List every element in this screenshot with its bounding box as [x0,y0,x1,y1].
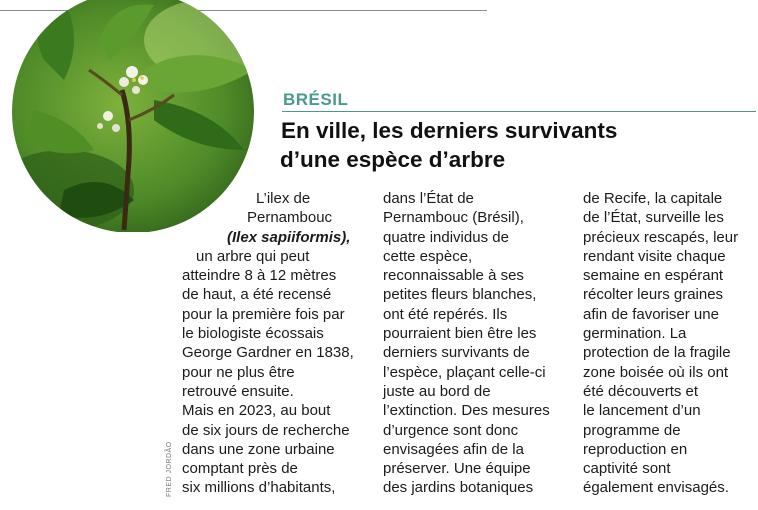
section-kicker: BRÉSIL [283,90,349,109]
body-line: Mais en 2023, au bout [182,402,331,420]
body-line: protection de la fragile [583,344,731,362]
body-line: de Recife, la capitale [583,190,723,207]
body-line: captivité sont [583,460,671,478]
body-line: petites fleurs blanches, [383,286,537,304]
body-line: de haut, a été recensé [182,286,332,304]
body-line: Pernambouc (Brésil), [383,209,524,227]
body-line: été découverts et [583,382,699,400]
body-line: George Gardner en 1838, [182,344,354,362]
body-line: l’extinction. Des mesures [383,402,550,420]
body-line: semaine en espérant [583,267,724,285]
body-line: des jardins botaniques [383,479,534,497]
body-line: précieux rescapés, leur [583,228,739,246]
photo-credit: FRED JORDÃO [166,441,173,497]
headline-line-2: d’une espèce d’arbre [280,147,506,172]
body-line: ont été repérés. Ils [383,305,508,323]
body-line: zone boisée où ils ont [583,363,729,381]
body-line: de six jours de recherche [182,421,350,439]
body-line: rendant visite chaque [583,247,726,265]
body-line: de l’État, surveille les [583,209,724,227]
body-line: le lancement d’un [583,402,701,420]
body-line: programme de [583,421,681,439]
body-line: six millions d’habitants, [182,479,336,497]
body-line: pourraient bien être les [383,325,537,343]
body-line: afin de favoriser une [583,305,719,323]
body-column-3 [583,189,758,498]
body-line: pour ne plus être [182,363,295,381]
body-line: Pernambouc [247,209,333,227]
body-line: quatre individus de [383,228,509,246]
body-line: cette espèce, [383,247,473,265]
species-name: (Ilex sapiiformis), [227,228,351,246]
body-line: le biologiste écossais [182,325,324,343]
body-line: récolter leurs graines [583,286,724,304]
body-line: reconnaissable à ses [383,267,524,285]
article-headline [281,116,751,174]
body-line: l’espèce, plaçant celle-ci [383,363,546,381]
body-line: envisagées afin de la [383,440,524,458]
headline-line-1: En ville, les derniers survivants [281,118,618,143]
body-line: préserver. Une équipe [383,460,531,478]
body-line: également envisagés. [583,479,729,497]
body-line: comptant près de [182,460,298,478]
body-line: L’ilex de [256,190,311,207]
body-line: derniers survivants de [383,344,530,362]
body-line: dans une zone urbaine [182,440,335,458]
kicker-rule [282,111,756,112]
body-line: atteindre 8 à 12 mètres [182,267,337,285]
body-line: un arbre qui peut [196,247,310,265]
body-column-1 [182,189,368,498]
body-column-2 [383,189,568,498]
body-line: dans l’État de [383,190,474,207]
body-line: reproduction en [583,440,688,458]
body-line: pour la première fois par [182,305,345,323]
body-line: germination. La [583,325,687,343]
body-line: retrouvé ensuite. [182,382,294,400]
body-line: d’urgence sont donc [383,421,519,439]
body-line: juste au bord de [383,382,491,400]
